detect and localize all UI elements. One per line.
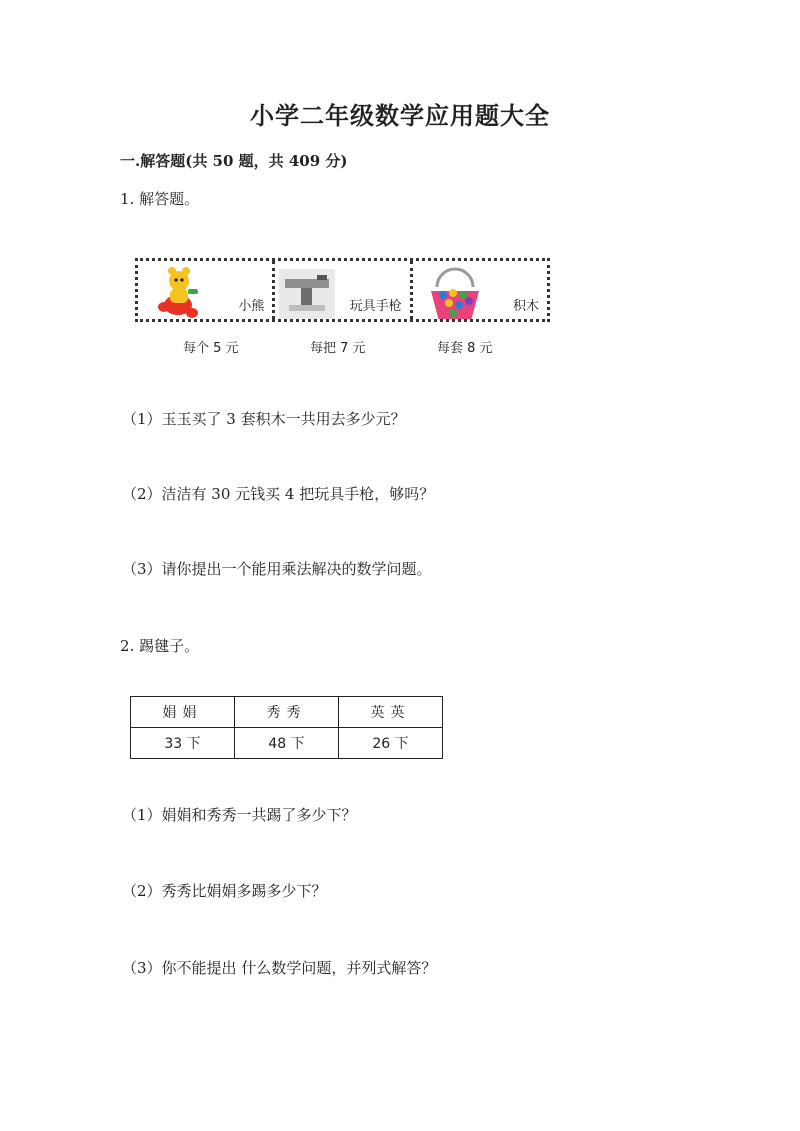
product-strip [135, 258, 550, 322]
table-cell: 26 下 [339, 728, 443, 759]
question-1-title: 1. 解答题。 [120, 190, 200, 208]
table-header-cell: 娟娟 [131, 697, 235, 728]
product-label-bear: 小熊 [238, 299, 265, 314]
question-1-sub-3: （3）请你提出一个能用乘法解决的数学问题。 [122, 560, 432, 578]
score-table [130, 696, 443, 759]
table-header-cell: 英英 [339, 697, 443, 728]
product-label-blocks: 积木 [512, 299, 539, 314]
section-heading: 一.解答题(共 50 题，共 409 分) [120, 152, 348, 170]
question-2-title: 2. 踢毽子。 [120, 637, 200, 655]
table-row [131, 728, 443, 759]
page-title: 小学二年级数学应用题大全 [250, 101, 550, 130]
table-cell: 48 下 [235, 728, 339, 759]
question-2-sub-3: （3）你不能提出 什么数学问题，并列式解答？ [122, 959, 437, 977]
question-2-sub-1: （1）娟娟和秀秀一共踢了多少下？ [122, 806, 357, 824]
toy-gun-icon [279, 265, 335, 319]
question-1-sub-2: （2）洁洁有 30 元钱买 4 把玩具手枪，够吗？ [122, 485, 435, 503]
product-bear [138, 261, 275, 319]
question-1-sub-1: （1）玉玉买了 3 套积木一共用去多少元？ [122, 410, 406, 428]
toy-bear-icon [152, 265, 202, 319]
price-blocks: 每套 8 元 [437, 341, 493, 356]
product-label-gun: 玩具手枪 [349, 299, 402, 314]
price-gun: 每把 7 元 [310, 341, 366, 356]
table-header-cell: 秀秀 [235, 697, 339, 728]
table-header-row [131, 697, 443, 728]
block-basket-icon [427, 265, 483, 319]
product-gun [275, 261, 412, 319]
price-bear: 每个 5 元 [183, 341, 239, 356]
question-2-sub-2: （2）秀秀比娟娟多踢多少下？ [122, 882, 327, 900]
table-cell: 33 下 [131, 728, 235, 759]
product-blocks [413, 261, 547, 319]
